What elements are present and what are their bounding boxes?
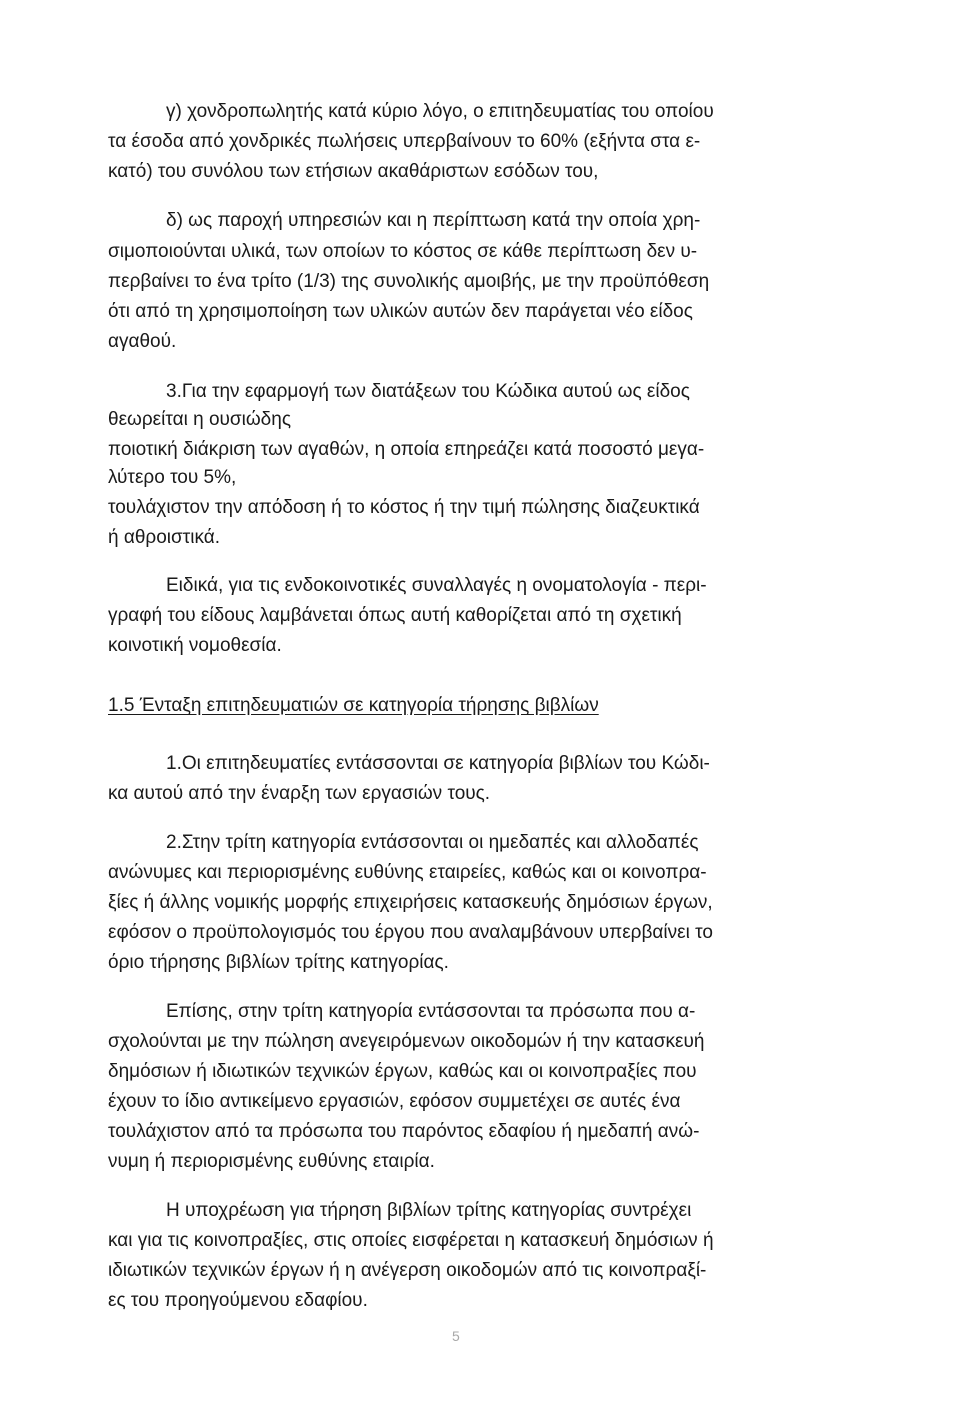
section-heading: 1.5 Ένταξη επιτηδευματιών σε κατηγορία τήρησης βιβλίων [108, 695, 599, 716]
text-line: ες του προηγούμενου εδαφίου. [108, 1290, 368, 1311]
text-line: Επίσης, στην τρίτη κατηγορία εντάσσονται τα πρόσωπα που α- [166, 1001, 696, 1022]
text-line: τουλάχιστον από τα πρόσωπα του παρόντος εδαφίου ή ημεδαπή ανώ- [108, 1121, 700, 1142]
text-line: γ) χονδροπωλητής κατά κύριο λόγο, ο επιτηδευματίας του οποίου [166, 101, 714, 122]
text-line: ότι από τη χρησιμοποίηση των υλικών αυτών δεν παράγεται νέο είδος [108, 301, 693, 322]
text-line: ανώνυμες και περιορισμένης ευθύνης εταιρείες, καθώς και οι κοινοπρα- [108, 862, 707, 883]
text-line: έχουν το ίδιο αντικείμενο εργασιών, εφόσον συμμετέχει σε αυτές ένα [108, 1091, 681, 1112]
text-line: τουλάχιστον την απόδοση ή το κόστος ή την τιμή πώλησης διαζευκτικά [108, 497, 700, 518]
text-line: ή αθροιστικά. [108, 527, 220, 548]
text-line: δημόσιων ή ιδιωτικών τεχνικών έργων, καθώς και οι κοινοπραξίες που [108, 1061, 697, 1082]
text-line: κατό) του συνόλου των ετήσιων ακαθάριστων εσόδων του, [108, 161, 599, 182]
text-line: 1.Οι επιτηδευματίες εντάσσονται σε κατηγορία βιβλίων του Κώδι- [166, 753, 710, 774]
text-line: λύτερο του 5%, [108, 467, 237, 488]
text-line: Ειδικά, για τις ενδοκοινοτικές συναλλαγές η ονοματολογία - περι- [166, 575, 707, 596]
page-number: 5 [452, 1328, 460, 1344]
text-line: γραφή του είδους λαμβάνεται όπως αυτή καθορίζεται από τη σχετική [108, 605, 682, 626]
text-line: αγαθού. [108, 331, 177, 352]
text-line: σιμοποιούνται υλικά, των οποίων το κόστος σε κάθε περίπτωση δεν υ- [108, 241, 698, 262]
text-line: θεωρείται η ουσιώδης [108, 409, 291, 430]
text-line: σχολούνται με την πώληση ανεγειρόμενων οικοδομών ή την κατασκευή [108, 1031, 705, 1052]
text-line: κα αυτού από την έναρξη των εργασιών τους. [108, 783, 491, 804]
text-line: Η υποχρέωση για τήρηση βιβλίων τρίτης κατηγορίας συντρέχει [166, 1200, 692, 1221]
text-line: 3.Για την εφαρμογή των διατάξεων του Κώδικα αυτού ως είδος [166, 381, 690, 402]
text-line: κοινοτική νομοθεσία. [108, 635, 282, 656]
text-line: όριο τήρησης βιβλίων τρίτης κατηγορίας. [108, 952, 449, 973]
text-line: περβαίνει το ένα τρίτο (1/3) της συνολικής αμοιβής, με την προϋπόθεση [108, 271, 710, 292]
text-line: 2.Στην τρίτη κατηγορία εντάσσονται οι ημεδαπές και αλλοδαπές [166, 832, 699, 853]
text-line: νυμη ή περιορισμένης ευθύνης εταιρία. [108, 1151, 435, 1172]
text-line: δ) ως παροχή υπηρεσιών και η περίπτωση κατά την οποία χρη- [166, 210, 701, 231]
text-line: και για τις κοινοπραξίες, στις οποίες εισφέρεται η κατασκευή δημόσιων ή [108, 1230, 714, 1251]
text-line: ξίες ή άλλης νομικής μορφής επιχειρήσεις κατασκευής δημόσιων έργων, [108, 892, 713, 913]
text-line: τα έσοδα από χονδρικές πωλήσεις υπερβαίνουν το 60% (εξήντα στα ε- [108, 131, 701, 152]
text-line: εφόσον ο προϋπολογισμός του έργου που αναλαμβάνουν υπερβαίνει το [108, 922, 713, 943]
text-line: ποιοτική διάκριση των αγαθών, η οποία επηρεάζει κατά ποσοστό μεγα- [108, 439, 705, 460]
text-line: ιδιωτικών τεχνικών έργων ή η ανέγερση οικοδομών από τις κοινοπραξί- [108, 1260, 707, 1281]
